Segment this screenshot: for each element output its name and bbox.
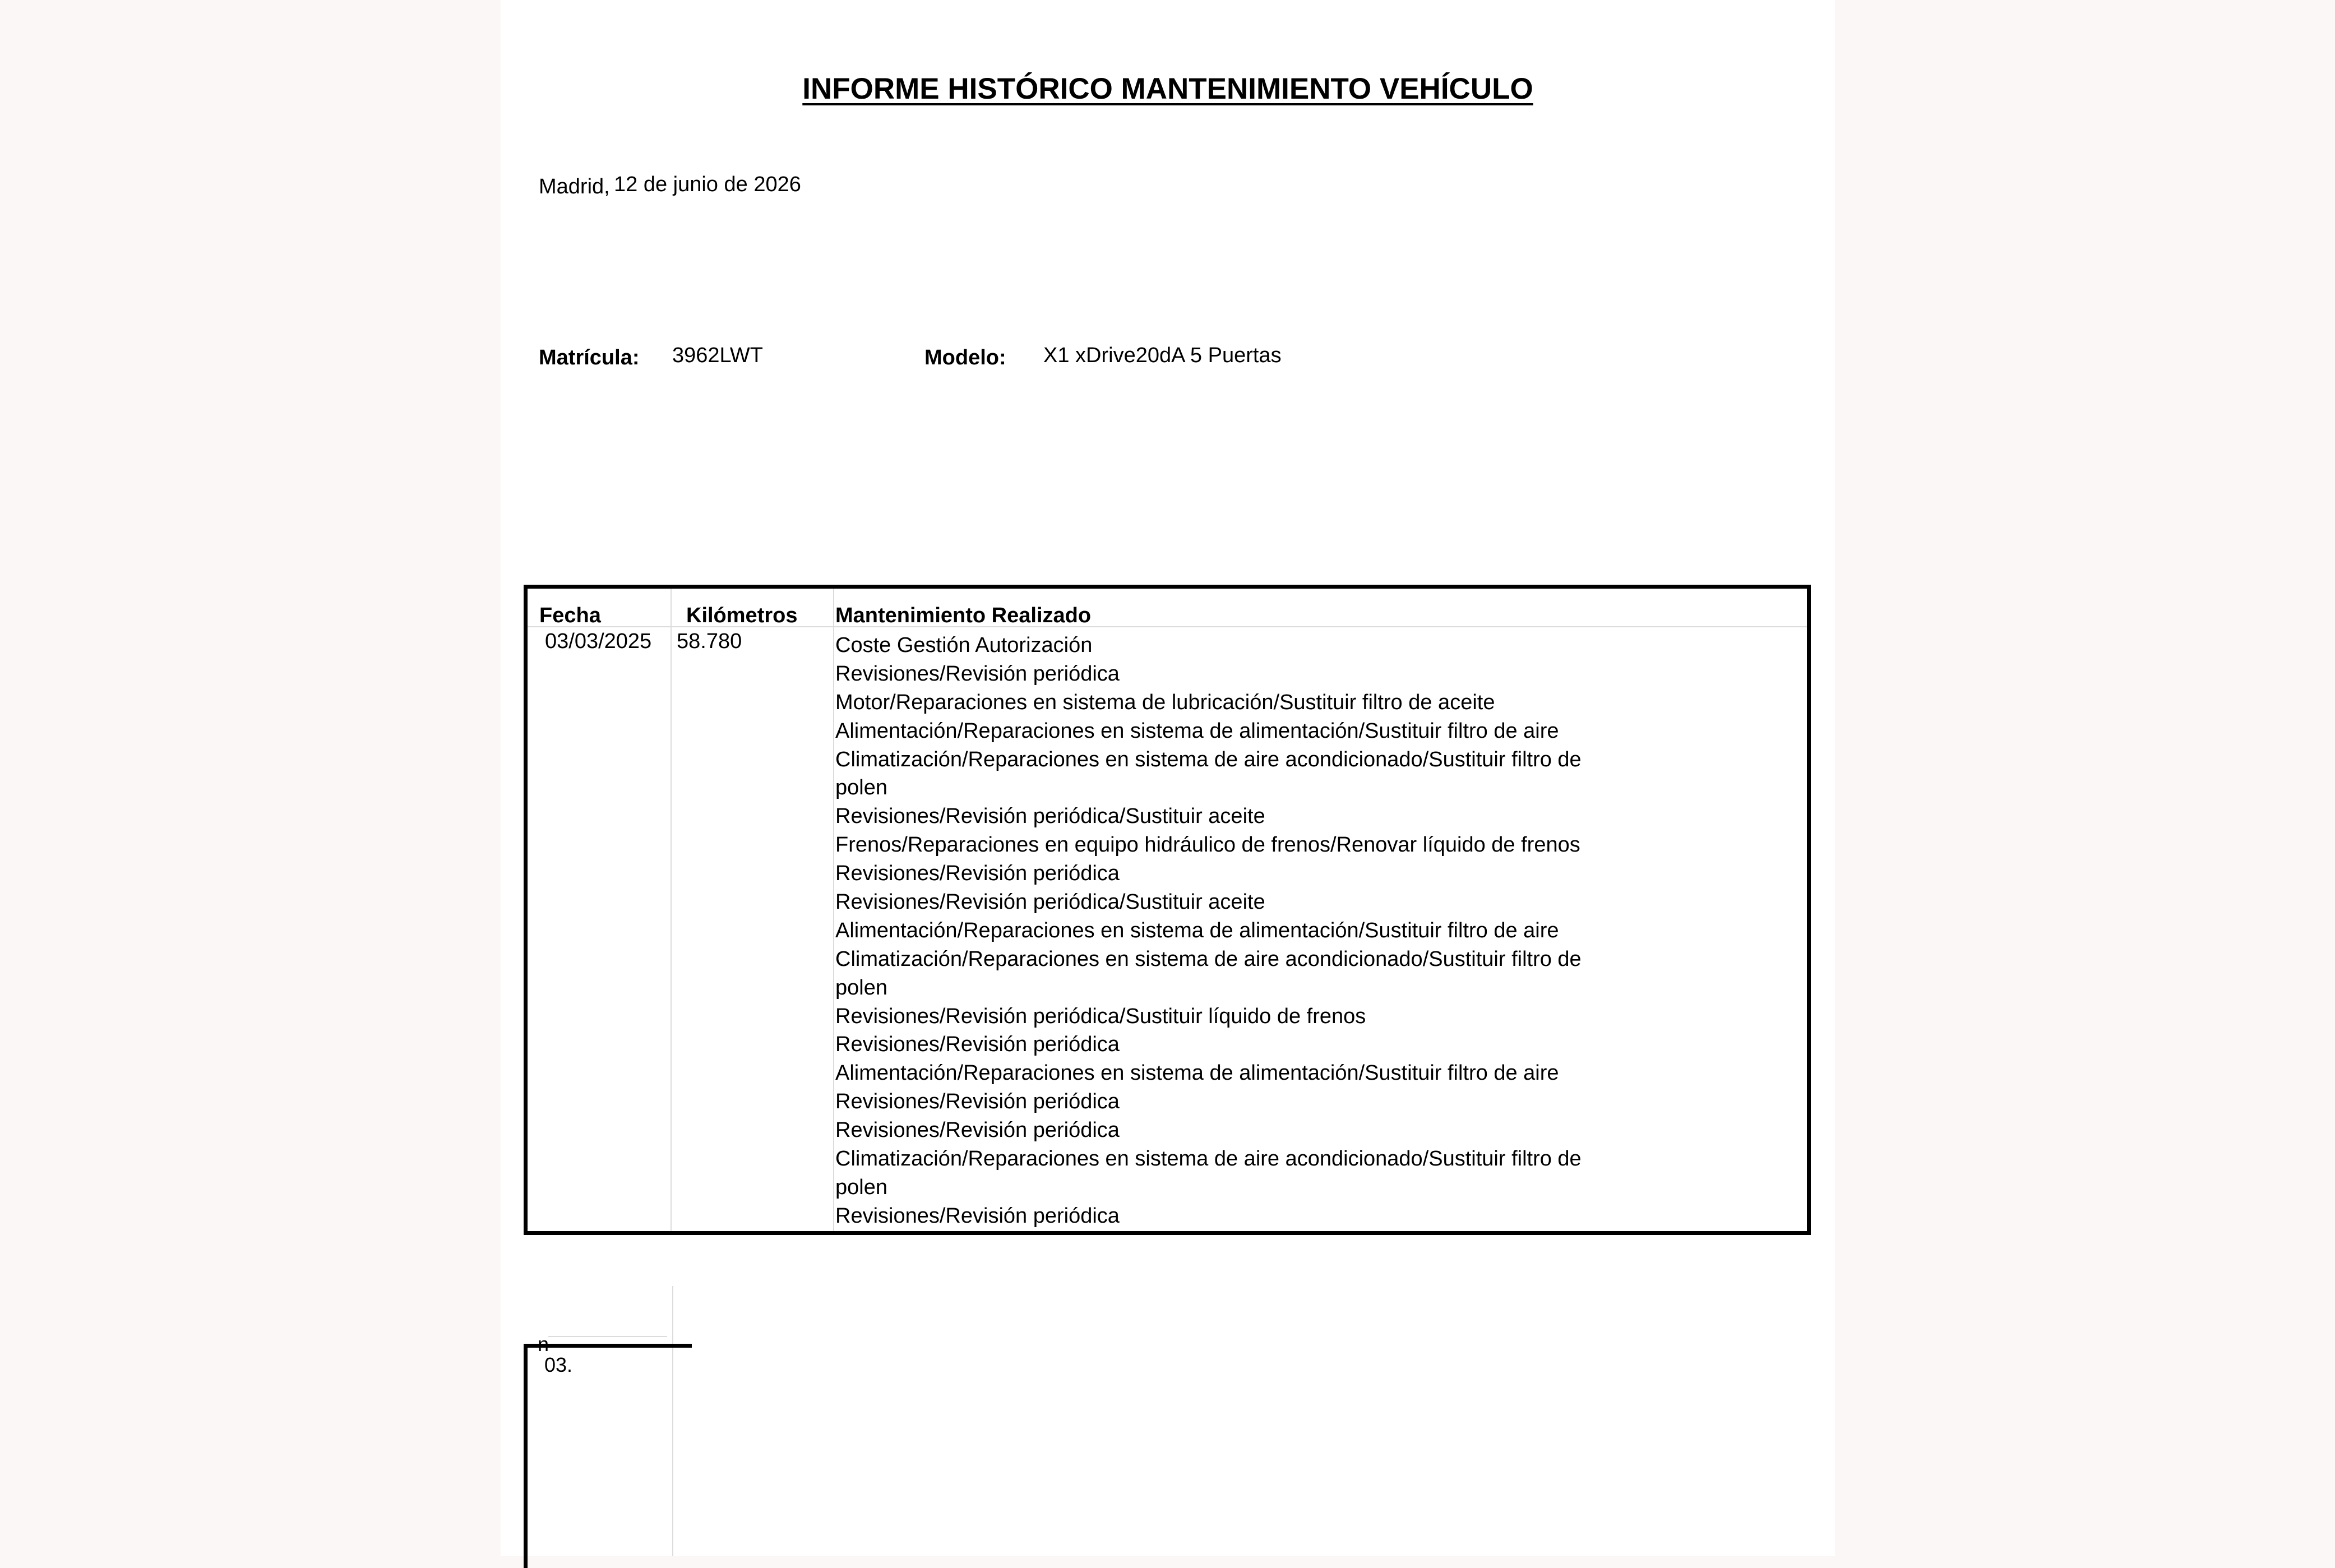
maintenance-items [835, 631, 1582, 1231]
maintenance-item: Revisiones/Revisión periódica/Sustituir aceite [835, 890, 1265, 914]
header-km: Kilómetros [686, 604, 798, 627]
maintenance-item: Revisiones/Revisión periódica/Sustituir aceite [835, 804, 1265, 829]
plate-label: Matrícula: [539, 346, 640, 369]
row-km: 58.780 [677, 630, 742, 653]
row-date: 03/03/2025 [545, 630, 652, 653]
maintenance-table [524, 585, 1811, 1235]
model-value: X1 xDrive20dA 5 Puertas [1043, 344, 1282, 367]
maintenance-item: polen [835, 1175, 887, 1199]
maintenance-item: Climatización/Reparaciones en sistema de aire acondicionado/Sustituir filtro de [835, 1147, 1582, 1171]
column-divider [833, 589, 834, 1231]
maintenance-item: Revisiones/Revisión periódica [835, 1090, 1120, 1114]
maintenance-item: Motor/Reparaciones en sistema de lubricación/Sustituir filtro de aceite [835, 690, 1495, 714]
maintenance-item: Alimentación/Reparaciones en sistema de alimentación/Sustituir filtro de aire [835, 1061, 1559, 1085]
maintenance-item: Revisiones/Revisión periódica [835, 862, 1120, 886]
maintenance-item: Alimentación/Reparaciones en sistema de alimentación/Sustituir filtro de aire [835, 918, 1559, 942]
fragment-header-divider [548, 1336, 667, 1337]
location-label: Madrid, [539, 175, 610, 198]
fragment-table [524, 1344, 692, 1568]
report-title [501, 72, 1835, 106]
header-maintenance: Mantenimiento Realizado [835, 604, 1092, 627]
maintenance-item: Coste Gestión Autorización [835, 633, 1093, 657]
maintenance-item: Frenos/Reparaciones en equipo hidráulico de frenos/Renovar líquido de frenos [835, 833, 1580, 857]
maintenance-item: Revisiones/Revisión periódica [835, 1118, 1120, 1143]
maintenance-item: polen [835, 975, 887, 1000]
plate-value: 3962LWT [672, 344, 763, 367]
document-page [501, 0, 1835, 1556]
maintenance-item: Revisiones/Revisión periódica/Sustituir líquido de frenos [835, 1004, 1366, 1028]
maintenance-item: Revisiones/Revisión periódica [835, 1204, 1120, 1228]
header-date: Fecha [539, 604, 601, 627]
column-divider [671, 589, 672, 1231]
model-label: Modelo: [924, 346, 1006, 369]
maintenance-item: Alimentación/Reparaciones en sistema de alimentación/Sustituir filtro de aire [835, 719, 1559, 743]
maintenance-item: Climatización/Reparaciones en sistema de aire acondicionado/Sustituir filtro de [835, 747, 1582, 771]
maintenance-item: Revisiones/Revisión periódica [835, 1033, 1120, 1057]
fragment-header-text: n [538, 1333, 549, 1356]
maintenance-item: Climatización/Reparaciones en sistema de aire acondicionado/Sustituir filtro de [835, 947, 1582, 971]
report-title-text: INFORME HISTÓRICO MANTENIMIENTO VEHÍCULO [802, 72, 1533, 105]
maintenance-item: Revisiones/Revisión periódica [835, 662, 1120, 686]
maintenance-item: polen [835, 776, 887, 800]
fragment-cell-text: 03. [544, 1353, 573, 1376]
report-date: 12 de junio de 2026 [614, 173, 801, 196]
